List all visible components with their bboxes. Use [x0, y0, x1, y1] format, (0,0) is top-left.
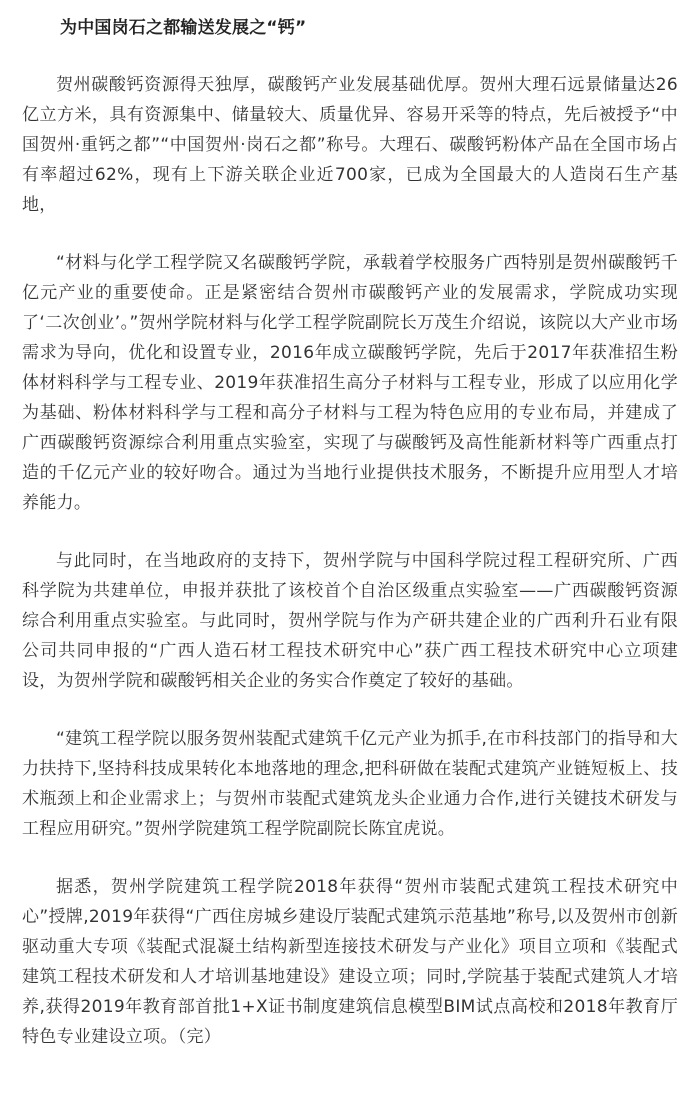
- paragraph-achievements: 据悉，贺州学院建筑工程学院2018年获得“贺州市装配式建筑工程技术研究中心”授牌,2019年获得“广西住房城乡建设厅装配式建筑示范基地”称号,以及贺州市创新驱动重大专项《装配式混凝土结构新型连接技术研发与产业化》项目立项和《装配式建筑工程技术研发和人才培训基地建设》建设立项；同时,学院基于装配式建筑人才培养,获得2019年教育部首批1+X证书制度建筑信息模型BIM试点高校和2018年教育厅特色专业建设立项。（完）: [22, 877, 678, 1047]
- paragraph-key-laboratory: 与此同时，在当地政府的支持下，贺州学院与中国科学院过程工程研究所、广西科学院为共建单位，申报并获批了该校首个自治区级重点实验室——广西碳酸钙资源综合利用重点实验室。与此同时，贺州学院与作为产研共建企业的广西利升石业有限公司共同申报的“广西人造石材工程技术研究中心”获广西工程技术研究中心立项建设，为贺州学院和碳酸钙相关企业的务实合作奠定了较好的基础。: [22, 551, 678, 691]
- paragraph-materials-college: “材料与化学工程学院又名碳酸钙学院，承载着学校服务广西特别是贺州碳酸钙千亿元产业的重要使命。正是紧密结合贺州市碳酸钙产业的发展需求，学院成功实现了‘二次创业’。”贺州学院材料与化学工程学院副院长万茂生介绍说，该院以大产业市场需求为导向，优化和设置专业，2016年成立碳酸钙学院，先后于2017年获准招生粉体材料科学与工程专业、2019年获准招生高分子材料与工程专业，形成了以应用化学为基础、粉体材料科学与工程和高分子材料与工程为特色应用的专业布局，并建成了广西碳酸钙资源综合利用重点实验室，实现了与碳酸钙及高性能新材料等广西重点打造的千亿元产业的较好吻合。通过为当地行业提供技术服务，不断提升应用型人才培养能力。: [22, 253, 678, 513]
- article-title: 为中国岗石之都输送发展之“钙”: [60, 18, 307, 38]
- paragraph-architecture-college: “建筑工程学院以服务贺州装配式建筑千亿元产业为抓手,在市科技部门的指导和大力扶持下,坚持科技成果转化本地落地的理念,把科研做在装配式建筑产业链短板上、技术瓶颈上和企业需求上；与贺州市装配式建筑龙头企业通力合作,进行关键技术研发与工程应用研究。”贺州学院建筑工程学院副院长陈宜虎说。: [22, 729, 678, 839]
- paragraph-calcium-resources: 贺州碳酸钙资源得天独厚，碳酸钙产业发展基础优厚。贺州大理石远景储量达26亿立方米，具有资源集中、储量较大、质量优异、容易开采等的特点，先后被授予“中国贺州·重钙之都”“中国贺州·岗石之都”称号。大理石、碳酸钙粉体产品在全国市场占有率超过62%，现有上下游关联企业近700家，已成为全国最大的人造岗石生产基地，: [22, 75, 678, 215]
